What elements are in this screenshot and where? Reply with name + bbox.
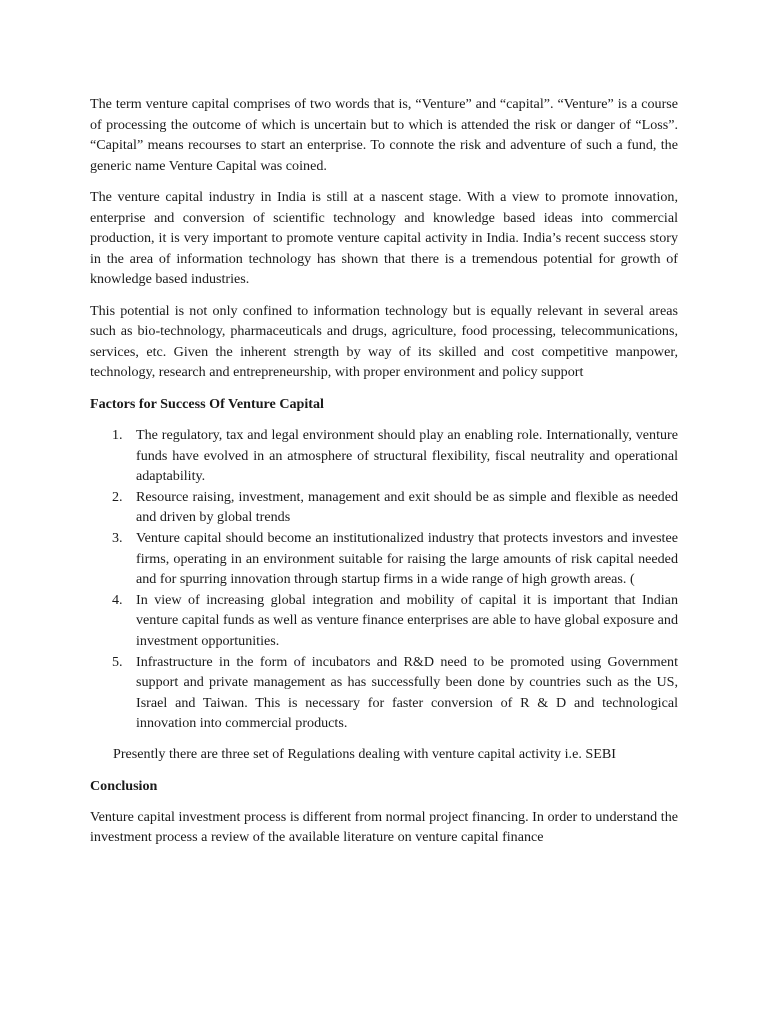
list-item-text: Venture capital should become an institutionalized industry that protects investors and investee firms, operating in an environment suitable for raising the large amounts of risk capital needed and for spurring innovation through startup firms in a wide range of high growth areas. (: [136, 529, 678, 588]
list-item: [90, 652, 678, 734]
regulations-paragraph: Presently there are three set of Regulations dealing with venture capital activity i.e. SEBI: [113, 746, 616, 763]
intro-paragraph: The term venture capital comprises of two words that is, “Venture” and “capital”. “Venture” is a course of processing the outcome of which is uncertain but to which is attended the risk or danger of “Loss”. “Capital” means recourses to start an enterprise. To connote the risk and adventure of such a fund, the generic name Venture Capital was coined.: [90, 96, 678, 174]
list-item-number: 1.: [112, 427, 123, 443]
document-body: [90, 94, 678, 858]
list-item: [90, 425, 678, 487]
list-item: [90, 528, 678, 590]
list-item-text: Infrastructure in the form of incubators and R&D need to be promoted using Government support and private management as has successfully been done by countries such as the US, Israel and Taiwan. This is necessary for faster conversion of R & D and technological innovation into commercial products.: [136, 653, 678, 732]
list-item-number: 3.: [112, 529, 123, 546]
list-item: [90, 487, 678, 528]
conclusion-paragraph: Venture capital investment process is different from normal project financing. In order to understand the investment process a review of the available literature on venture capital finance: [90, 808, 678, 846]
conclusion-heading: Conclusion: [90, 777, 158, 794]
factors-list: [90, 425, 678, 734]
list-item-number: 5.: [112, 653, 123, 670]
list-item-text: In view of increasing global integration and mobility of capital it is important that Indian venture capital funds as well as venture finance enterprises are able to have global exposure and investment opportunities.: [136, 591, 678, 649]
industry-paragraph: The venture capital industry in India is still at a nascent stage. With a view to promote innovation, enterprise and conversion of scientific technology and knowledge based ideas into commercial production, it is very important to promote venture capital activity in India. India’s recent success story in the area of information technology has shown that there is a tremendous potential for growth of knowledge based industries.: [90, 188, 678, 288]
potential-paragraph: This potential is not only confined to information technology but is equally relevant in several areas such as bio-technology, pharmaceuticals and drugs, agriculture, food processing, telecommunications, services, etc. Given the inherent strength by way of its skilled and cost competitive manpower, technology, research and entrepreneurship, with proper environment and policy support: [90, 302, 678, 381]
list-item: [90, 590, 678, 652]
list-item-text: Resource raising, investment, management and exit should be as simple and flexible as needed and driven by global trends: [136, 488, 678, 526]
list-item-text: The regulatory, tax and legal environment should play an enabling role. Internationally, venture funds have evolved in an atmosphere of structural flexibility, fiscal neutrality and operational adaptability.: [136, 427, 678, 485]
list-item-number: 2.: [112, 488, 123, 505]
list-item-number: 4.: [112, 591, 123, 608]
factors-heading: Factors for Success Of Venture Capital: [90, 395, 324, 412]
